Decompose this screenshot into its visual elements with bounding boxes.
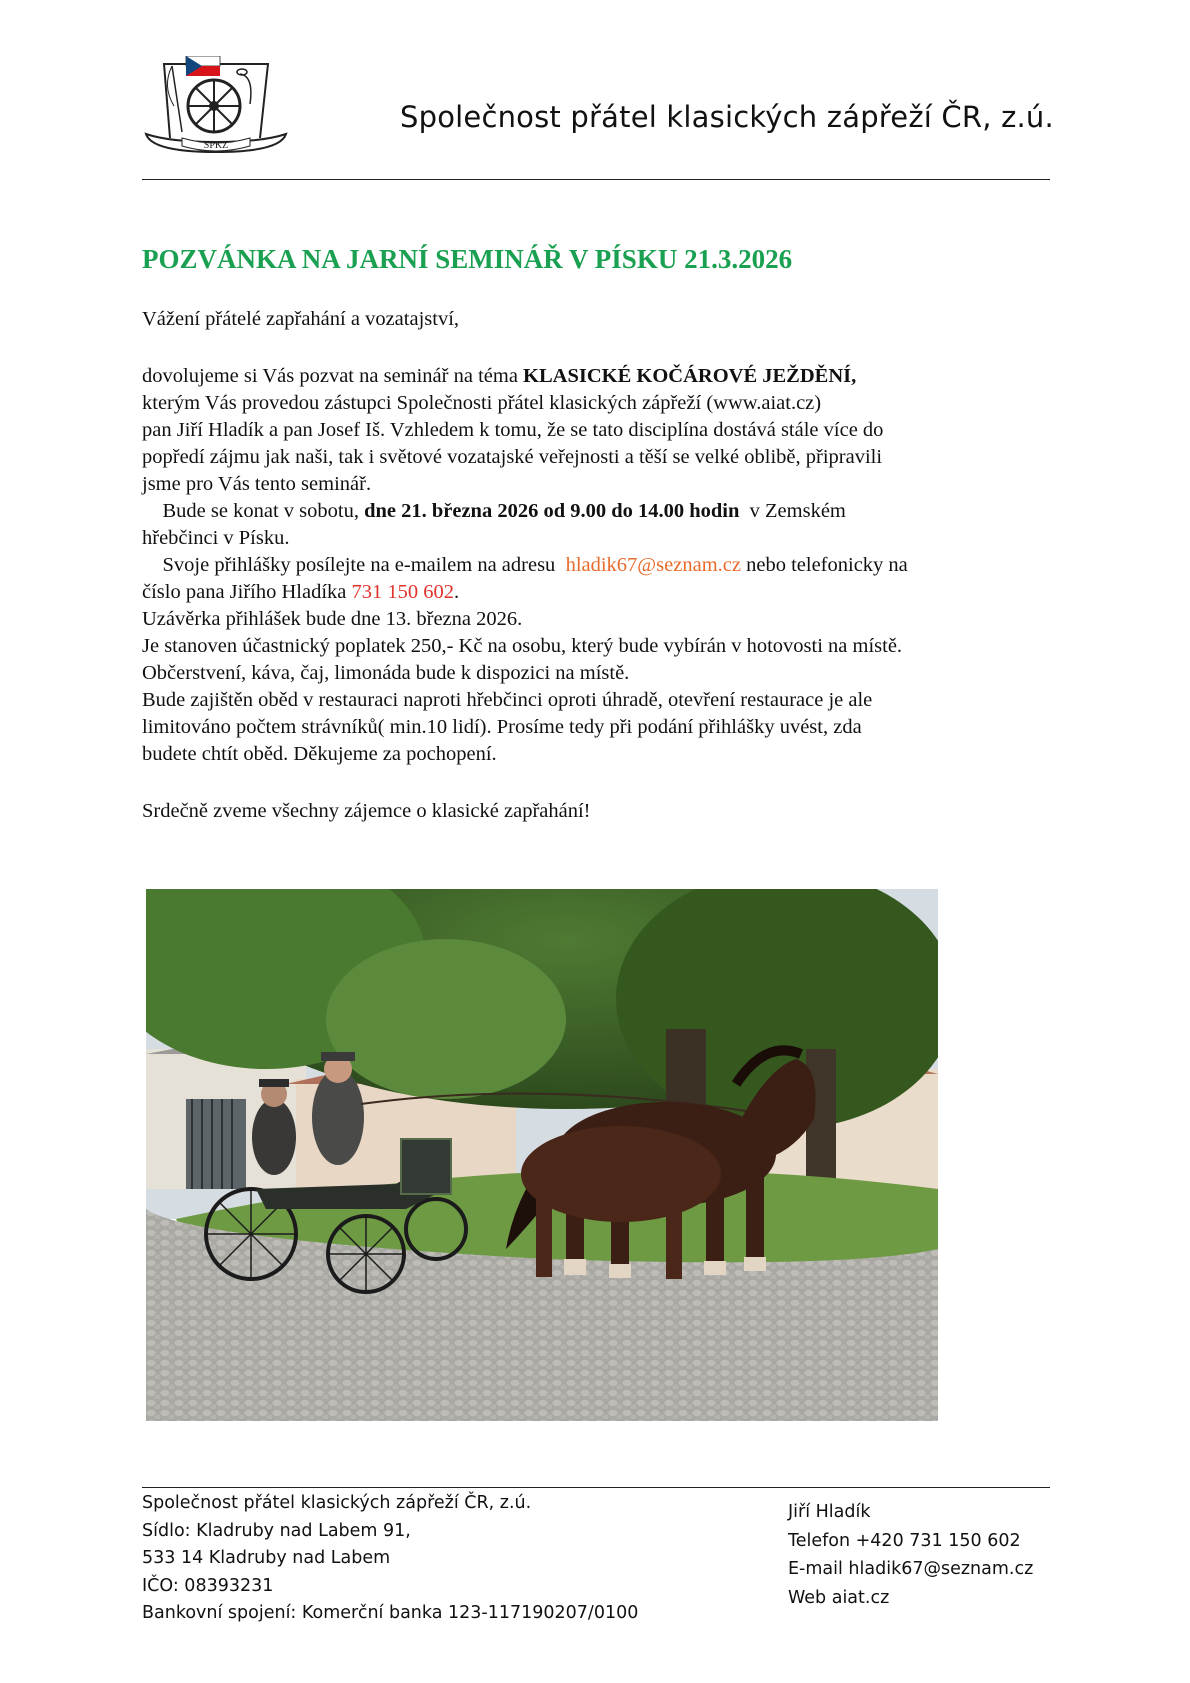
invitation-heading: POZVÁNKA NA JARNÍ SEMINÁŘ V PÍSKU 21.3.2026 bbox=[142, 244, 793, 274]
paragraph-intro-line-1: dovolujeme si Vás pozvat na seminář na téma KLASICKÉ KOČÁROVÉ JEŽDĚNÍ, bbox=[142, 365, 857, 387]
footer-address-line-2: 533 14 Kladruby nad Labem bbox=[142, 1548, 391, 1568]
carriage-photo bbox=[146, 889, 938, 1421]
header-divider bbox=[142, 179, 1050, 180]
logo-text: SPKZ bbox=[203, 140, 229, 151]
footer-org-name: Společnost přátel klasických zápřeží ČR, z.ú. bbox=[142, 1493, 532, 1513]
event-date: dne 21. března 2026 od 9.00 do 14.00 hodin bbox=[364, 500, 740, 522]
seminar-topic: KLASICKÉ KOČÁROVÉ JEŽDĚNÍ, bbox=[523, 365, 857, 387]
email-link[interactable]: hladik67@seznam.cz bbox=[565, 554, 741, 576]
footer-phone: Telefon +420 731 150 602 bbox=[788, 1530, 1021, 1551]
refreshments-text: Občerstvení, káva, čaj, limonáda bude k dispozici na místě. bbox=[142, 662, 630, 684]
paragraph-intro-line-2: kterým Vás provedou zástupci Společnosti přátel klasických zápřeží (www.aiat.cz) bbox=[142, 392, 822, 414]
footer-address-line-1: Sídlo: Kladruby nad Labem 91, bbox=[142, 1520, 411, 1541]
fee-text: Je stanoven účastnický poplatek 250,- Kč na osobu, který bude vybírán v hotovosti na místě. bbox=[142, 635, 903, 657]
paragraph-intro-line-4: popředí zájmu jak naši, tak i světové vozatajské veřejnosti a těší se velké oblibě, připravili bbox=[142, 446, 883, 468]
organization-title: Společnost přátel klasických zápřeží ČR, z.ú. bbox=[400, 100, 1054, 134]
lunch-text-line-1: Bude zajištěn oběd v restauraci naproti hřebčinci oproti úhradě, otevření restaurace je ale bbox=[142, 689, 873, 711]
registration-line-1: Svoje přihlášky posílejte na e-mailem na adresu hladik67@seznam.cz nebo telefonicky na bbox=[142, 554, 908, 576]
footer-contact-name: Jiří Hladík bbox=[788, 1502, 871, 1522]
footer-contact-info bbox=[788, 1498, 1033, 1612]
footer-ico: IČO: 08393231 bbox=[142, 1575, 274, 1596]
spkz-logo bbox=[142, 56, 290, 160]
footer-website[interactable]: Web aiat.cz bbox=[788, 1587, 890, 1608]
paragraph-intro-line-3: pan Jiří Hladík a pan Josef Iš. Vzhledem k tomu, že se tato disciplína dostává stále více do bbox=[142, 419, 884, 441]
paragraph-intro-line-5: jsme pro Vás tento seminář. bbox=[142, 473, 372, 495]
footer-email[interactable]: E-mail hladik67@seznam.cz bbox=[788, 1559, 1034, 1579]
greeting: Vážení přátelé zapřahání a vozatajství, bbox=[142, 308, 460, 330]
event-date-line-1: Bude se konat v sobotu, dne 21. března 2026 od 9.00 do 14.00 hodin v Zemském bbox=[142, 500, 846, 522]
footer-divider bbox=[142, 1487, 1050, 1488]
lunch-text-line-3: budete chtít oběd. Děkujeme za pochopení. bbox=[142, 743, 497, 765]
closing-text: Srdečně zveme všechny zájemce o klasické zapřahání! bbox=[142, 800, 591, 822]
footer-bank-account: Bankovní spojení: Komerční banka 123-117190207/0100 bbox=[142, 1603, 639, 1623]
registration-line-2: číslo pana Jiřího Hladíka 731 150 602. bbox=[142, 581, 460, 603]
deadline-text: Uzávěrka přihlášek bude dne 13. března 2026. bbox=[142, 608, 523, 630]
footer-organization-info bbox=[142, 1490, 638, 1628]
lunch-text-line-2: limitováno počtem strávníků( min.10 lidí). Prosíme tedy při podání přihlášky uvést, zda bbox=[142, 716, 862, 738]
event-date-line-2: hřebčinci v Písku. bbox=[142, 527, 290, 549]
phone-link[interactable]: 731 150 602 bbox=[351, 581, 455, 603]
